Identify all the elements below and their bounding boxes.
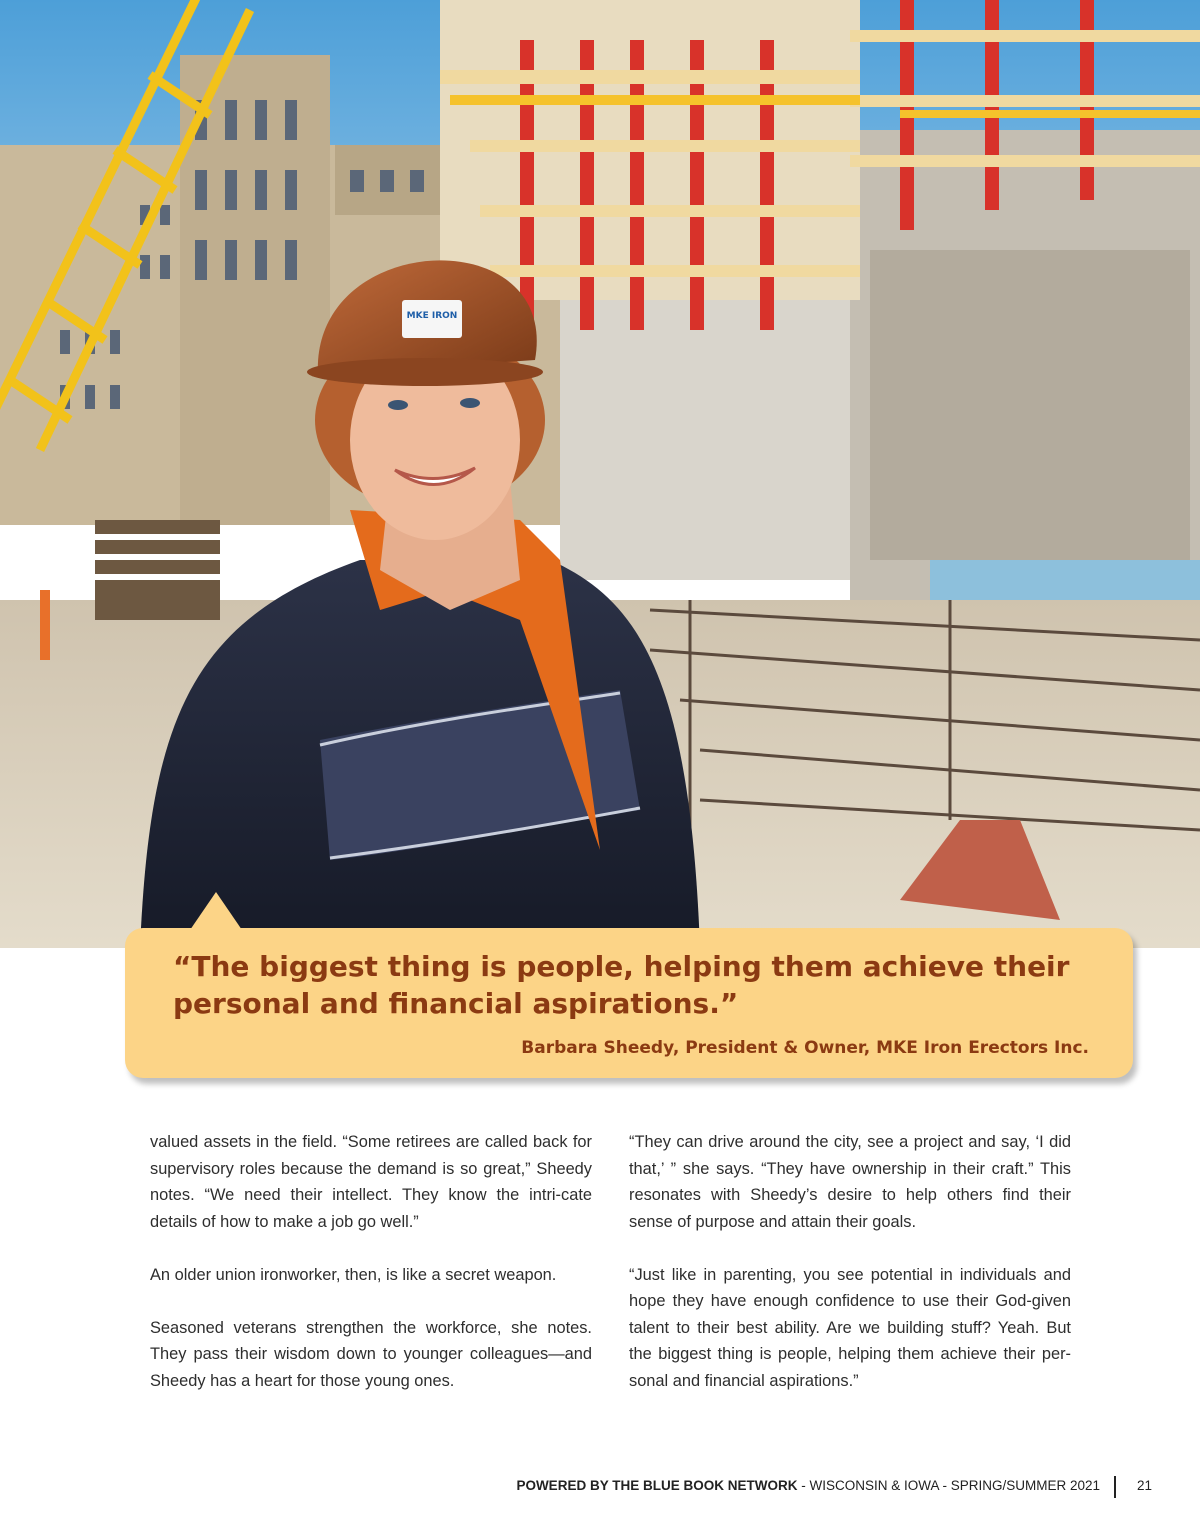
quote-attribution: Barbara Sheedy, President & Owner, MKE Iron Erectors Inc. [521, 1038, 1089, 1058]
footer-brand: POWERED BY THE BLUE BOOK NETWORK [516, 1478, 798, 1493]
page-footer [516, 1478, 1100, 1493]
page-number: 21 [1137, 1478, 1153, 1493]
pull-quote-callout [125, 928, 1133, 1078]
pull-quote [173, 948, 1093, 1022]
article-column-right [629, 1129, 1071, 1421]
pull-quote-line-2: personal and financial aspirations.” [173, 987, 739, 1020]
pull-quote-line-1: “The biggest thing is people, helping them achieve their [173, 950, 1070, 983]
paragraph: “Just like in parenting, you see potential in individuals and hope they have enough confidence to use their God-given talent to their best ability. Are we building stuff? Yeah. But the biggest thing is people, helping them achieve their per-sonal and financial aspirations.” [629, 1265, 1071, 1390]
paragraph: An older union ironworker, then, is like a secret weapon. [150, 1265, 557, 1284]
paragraph: Seasoned veterans strengthen the workforce, she notes. They pass their wisdom down to younger colleagues—and Sheedy has a heart for those young ones. [150, 1318, 592, 1390]
paragraph: “They can drive around the city, see a project and say, ‘I did that,’ ” she says. “They have ownership in their craft.” This resonates with Sheedy’s desire to help others find their sense of purpose and attain their goals. [629, 1133, 1071, 1231]
article-column-left [150, 1129, 592, 1421]
footer-divider [1114, 1476, 1116, 1498]
callout-tail [190, 892, 242, 930]
hardhat-logo-text: MKE IRON [406, 311, 458, 321]
lumber-stack [95, 520, 220, 620]
footer-edition: - WISCONSIN & IOWA - SPRING/SUMMER 2021 [797, 1478, 1100, 1493]
paragraph: valued assets in the field. “Some retirees are called back for supervisory roles because the demand is so great,” Sheedy notes. “We need their intellect. They know the intri-cate details of how to make a job go well.” [150, 1133, 592, 1231]
